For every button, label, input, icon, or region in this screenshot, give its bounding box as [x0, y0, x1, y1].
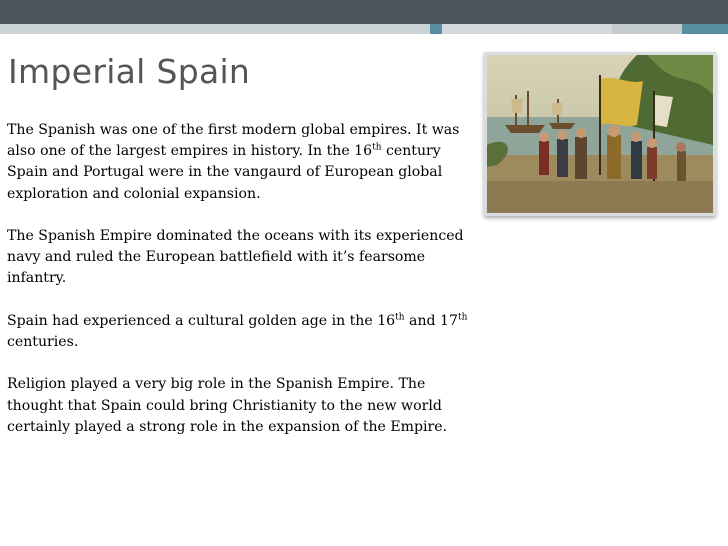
- body-paragraph-4: Religion played a very big role in the Spanish Empire. The thought that Spain could bring Christianity to the new world certainly played a strong role in the expansion of the Empire.: [7, 376, 448, 435]
- body-paragraph-2: The Spanish Empire dominated the oceans with its experienced navy and ruled the European battlefield with it’s fearsome infantry.: [7, 228, 464, 287]
- body-paragraph-1: The Spanish was one of the first modern global empires. It was also one of the largest empires in history. In the 16th century Spain and Portugal were in the vangaurd of European global exploration and colonial expansion.: [7, 122, 460, 202]
- top-bar: [0, 0, 728, 24]
- superscript: th: [395, 312, 405, 323]
- body-paragraph-3: Spain had experienced a cultural golden age in the 16th and 17th centuries.: [7, 312, 468, 350]
- slide-title: Imperial Spain: [8, 52, 251, 91]
- superscript: th: [457, 312, 468, 323]
- superscript: th: [372, 142, 382, 153]
- explorers-landing-painting: [484, 52, 716, 216]
- slide-body: [7, 120, 477, 459]
- accent-strip: [0, 24, 728, 34]
- painting-icon: [487, 55, 713, 213]
